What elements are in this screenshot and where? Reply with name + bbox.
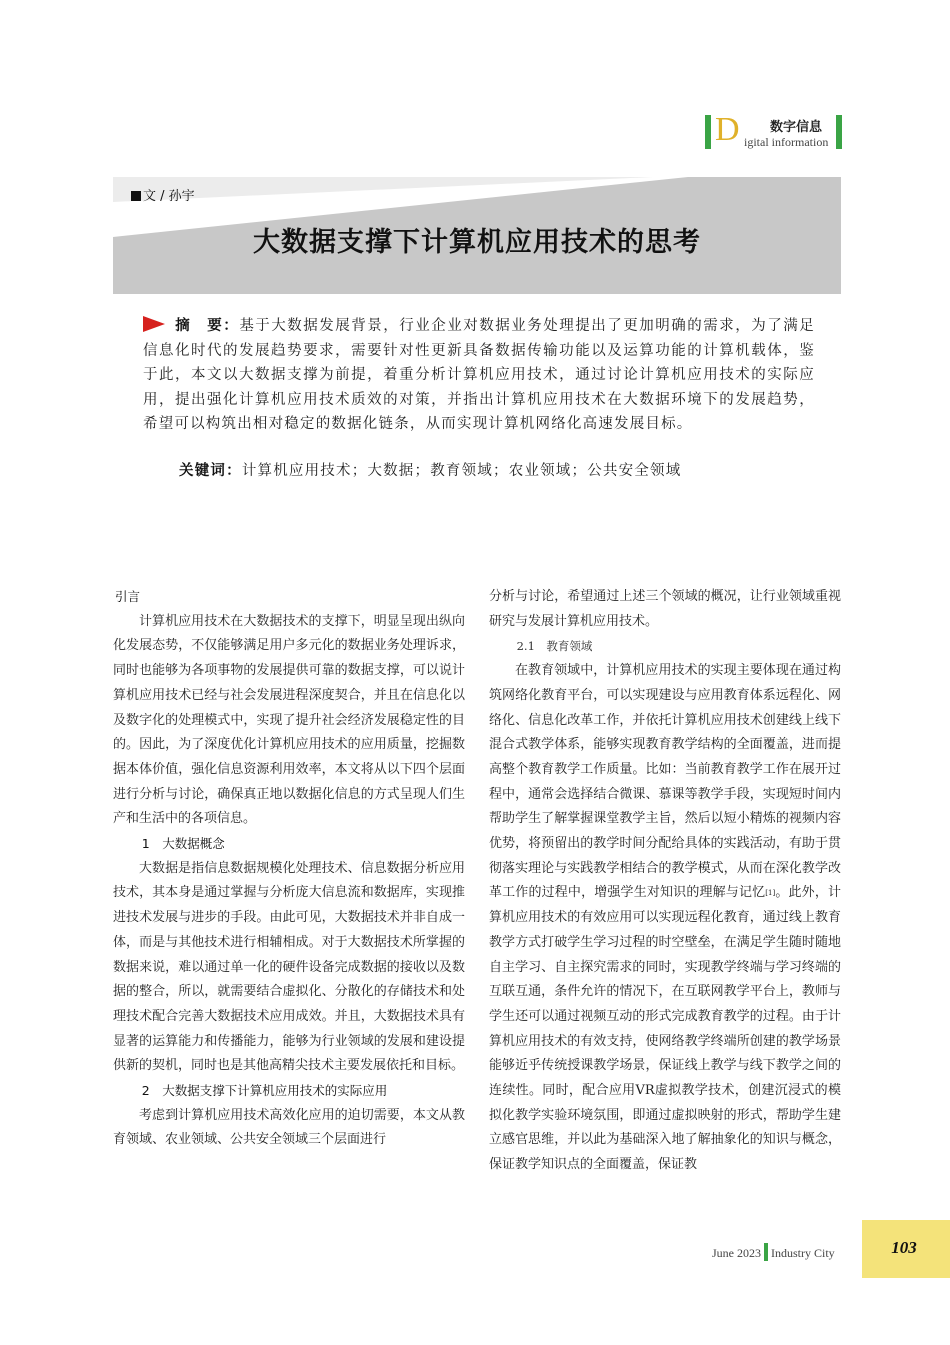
citation-ref: [1] bbox=[765, 889, 776, 898]
keywords bbox=[179, 459, 681, 480]
keywords-text: 计算机应用技术；大数据；教育领域；农业领域；公共安全领域 bbox=[241, 463, 682, 479]
author-name: 文 / 孙宇 bbox=[143, 189, 195, 204]
body-column-right bbox=[489, 585, 841, 1178]
section-2-1-heading: 2.1 教育领域 bbox=[516, 639, 593, 654]
section-2-paragraph-end: 分析与讨论，希望通过上述三个领域的概况，让行业领域重视研究与发展计算机应用技术。 bbox=[489, 589, 841, 629]
section-1-paragraph: 大数据是指信息数据规模化处理技术、信息数据分析应用技术，其本身是通过掌握与分析庞大信息流和数据库，实现推进技术发展与进步的手段。由此可见，大数据技术并非自成一体，而是与其他技术进行相辅相成。对于大数据技术所掌握的数据来说，难以通过单一化的硬件设备完成数据的接收以及数据的整合，所以，就需要结合虚拟化、分散化的存储技术和处理技术配合完善大数据技术应用成效。并且，大数据技术具有显著的运算能力和传播能力，能够为行业领域的发展和建设提供新的契机，同时也是其他高精尖技术主要发展依托和目标。 bbox=[113, 860, 465, 1074]
author-line bbox=[131, 185, 195, 204]
footer-divider bbox=[764, 1243, 768, 1261]
page-number: 103 bbox=[891, 1238, 917, 1257]
intro-heading: 引言 bbox=[115, 589, 141, 604]
square-bullet-icon bbox=[131, 191, 141, 201]
section-2-heading: 2 大数据支撑下计算机应用技术的实际应用 bbox=[141, 1083, 388, 1099]
section-2-1-paragraph bbox=[489, 659, 841, 1178]
header-category-cn: 数字信息 bbox=[770, 120, 823, 135]
abstract-label: 摘 要： bbox=[175, 318, 240, 334]
abstract-text: 基于大数据发展背景，行业企业对数据业务处理提出了更加明确的需求，为了满足信息化时代的发展趋势要求，需要针对性更新具备数据传输功能以及运算功能的计算机载体，鉴于此，本文以大数据支撑为前提，着重分析计算机应用技术，通过讨论计算机应用技术的实际应用，提出强化计算机应用技术质效的对策，并指出计算机应用技术在大数据环境下的发展趋势，希望可以构筑出相对稳定的数据化链条，从而实现计算机网络化高速发展目标。 bbox=[143, 318, 815, 433]
section-2-paragraph-start: 考虑到计算机应用技术高效化应用的迫切需要，本文从教育领域、农业领域、公共安全领域三个层面进行 bbox=[113, 1107, 465, 1148]
header-accent-bar-right bbox=[836, 115, 842, 149]
article-title: 大数据支撑下计算机应用技术的思考 bbox=[253, 227, 701, 258]
section-2-1-text-a: 在教育领域中，计算机应用技术的实现主要体现在通过构筑网络化教育平台，可以实现建设与应用教育体系远程化、网络化、信息化改革工作，并依托计算机应用技术创建线上线下混合式教学体系，能够实现教育教学结构的全面覆盖，进而提高整个教育教学工作质量。比如：当前教育教学工作在展开过程中，通常会选择结合微课、慕课等教学手段，实现短时间内帮助学生了解掌握课堂教学主旨，然后以短小精炼的视频内容优势，将预留出的教学时间分配给具体的实践活动，有助于贯彻落实理论与实践教学相结合的教学模式，从而在深化教学改革工作的过程中，增强学生对知识的理解与记忆 bbox=[489, 663, 841, 901]
section-1-heading: 1 大数据概念 bbox=[141, 836, 225, 852]
section-2-1-text-b: 。此外，计算机应用技术的有效应用可以实现远程化教育，通过线上教育教学方式打破学生学习过程的时空壁垒，在满足学生随时随地自主学习、自主探究需求的同时，实现教学终端与学习终端的互联互通，条件允许的情况下，在互联网教学平台上，教师与学生还可以通过视频互动的形式完成教育教学的过程。由于计算机应用技术的有效支持，使网络教学终端所创建的教学场景能够近乎传统授课教学场景，保证线上教学与线下教学之间的连续性。同时，配合应用VR虚拟教学技术，创建沉浸式的模拟化教学实验环境氛围，即通过虚拟映射的形式，帮助学生建立感官思维，并以此为基础深入地了解抽象化的知识与概念，保证教学知识点的全面覆盖，保证教 bbox=[489, 885, 841, 1173]
footer-journal: Industry City bbox=[771, 1246, 835, 1260]
body-column-left bbox=[113, 585, 465, 1153]
header-category-en: igital information bbox=[744, 135, 829, 149]
header-accent-bar-left bbox=[705, 115, 711, 149]
intro-paragraph: 计算机应用技术在大数据技术的支撑下，明显呈现出纵向化发展态势，不仅能够满足用户多元化的数据业务处理诉求，同时也能够为各项事物的发展提供可靠的数据支撑，可以说计算机应用技术已经与社会发展进程深度契合，并且在信息化以及数字化的处理模式中，实现了提升社会经济发展稳定性的目的。因此，为了深度优化计算机应用技术的应用质量，挖掘数据本体价值，强化信息资源利用效率，本文将从以下四个层面进行分析与讨论，确保真正地以数据化信息的方式呈现人们生产和生活中的各项信息。 bbox=[113, 613, 465, 827]
footer-issue bbox=[712, 1243, 835, 1261]
abstract bbox=[143, 314, 815, 437]
keywords-label: 关键词： bbox=[179, 463, 242, 479]
header-logo-letter: D bbox=[715, 111, 740, 148]
footer-date: June 2023 bbox=[712, 1246, 761, 1260]
arrow-right-icon bbox=[143, 316, 165, 332]
